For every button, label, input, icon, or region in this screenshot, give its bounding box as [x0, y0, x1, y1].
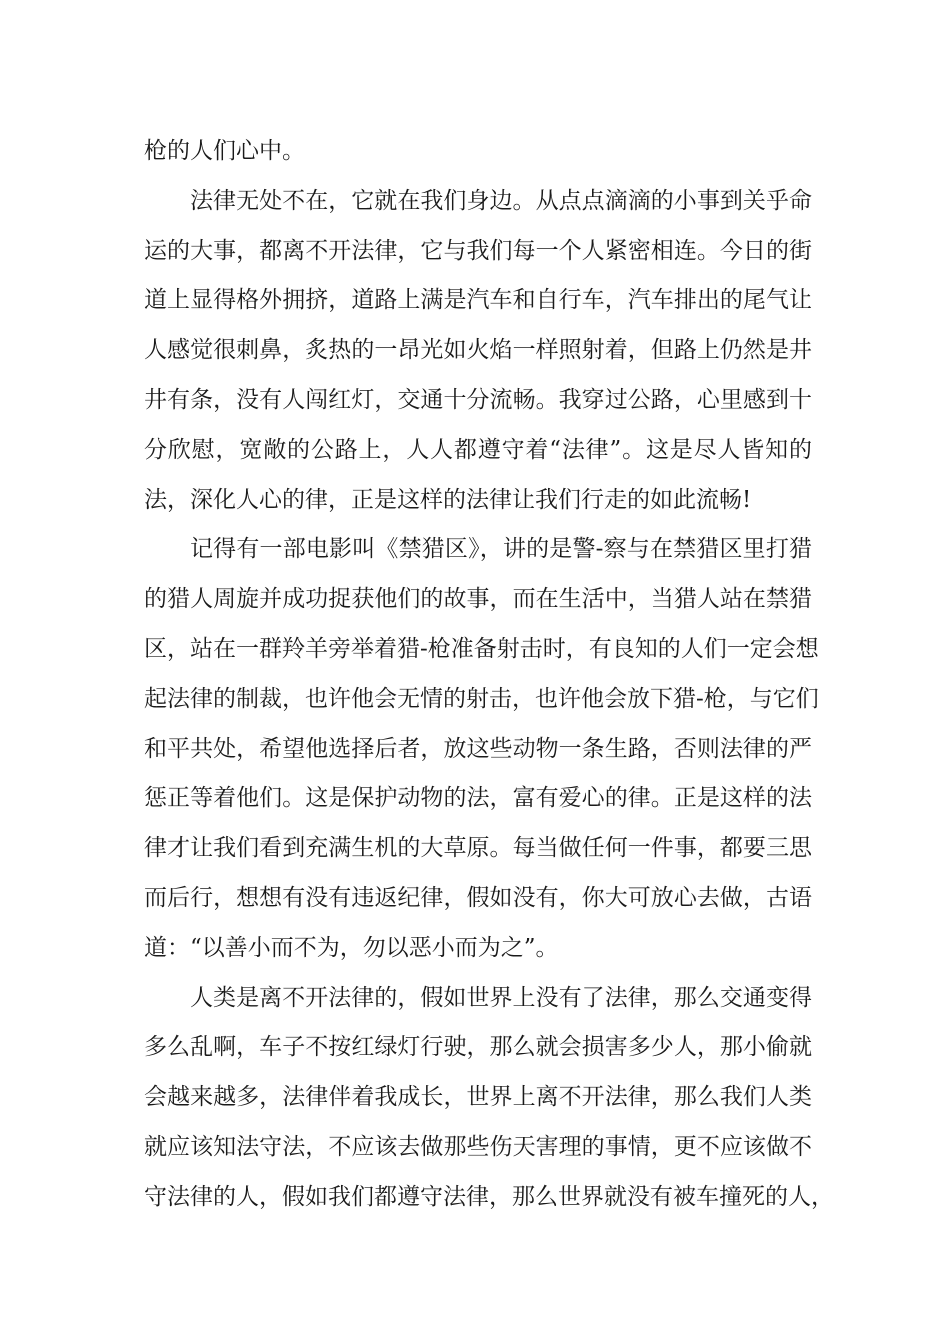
- text-line: 多么乱啊，车子不按红绿灯行驶，那么就会损害多少人，那小偷就: [144, 1034, 812, 1061]
- text-line: 记得有一部电影叫《禁猎区》，讲的是警-察与在禁猎区里打猎: [190, 536, 812, 563]
- text-line: 法，深化人心的律，正是这样的法律让我们行走的如此流畅!: [144, 486, 752, 513]
- text-line: 分欣慰，宽敞的公路上，人人都遵守着“法律”。这是尽人皆知的: [144, 436, 812, 463]
- text-line: 会越来越多，法律伴着我成长，世界上离不开法律，那么我们人类: [144, 1084, 812, 1111]
- text-line: 的猎人周旋并成功捉获他们的故事，而在生活中，当猎人站在禁猎: [144, 586, 812, 613]
- text-line: 区，站在一群羚羊旁举着猎-枪准备射击时，有良知的人们一定会想: [144, 635, 819, 662]
- text-line: 和平共处，希望他选择后者，放这些动物一条生路，否则法律的严: [144, 735, 812, 762]
- paragraph: [144, 177, 812, 526]
- text-line: 法律无处不在，它就在我们身边。从点点滴滴的小事到关乎命: [190, 187, 812, 214]
- text-line: 而后行，想想有没有违返纪律，假如没有，你大可放心去做，古语: [144, 884, 812, 911]
- text-line: 井有条，没有人闯红灯，交通十分流畅。我穿过公路，心里感到十: [144, 386, 812, 413]
- paragraph: [144, 974, 834, 1223]
- text-line: 运的大事，都离不开法律，它与我们每一个人紧密相连。今日的街: [144, 237, 812, 264]
- text-line: 道：“以善小而不为，勿以恶小而为之”。: [144, 934, 559, 961]
- body-text: [144, 127, 834, 1223]
- text-line: 起法律的制裁，也许他会无情的射击，也许他会放下猎-枪，与它们: [144, 685, 819, 712]
- text-line: 惩正等着他们。这是保护动物的法，富有爱心的律。正是这样的法: [144, 785, 812, 812]
- text-line: 人感觉很刺鼻，炙热的一昂光如火焰一样照射着，但路上仍然是井: [144, 337, 812, 364]
- text-line: 枪的人们心中。: [144, 138, 305, 164]
- text-line: 人类是离不开法律的，假如世界上没有了法律，那么交通变得: [190, 984, 812, 1011]
- text-line: 律才让我们看到充满生机的大草原。每当做任何一件事，都要三思: [144, 835, 812, 862]
- text-line: 守法律的人，假如我们都遵守法律，那么世界就没有被车撞死的人，: [144, 1183, 834, 1210]
- paragraph: [144, 127, 812, 177]
- text-line: 道上显得格外拥挤，道路上满是汽车和自行车，汽车排出的尾气让: [144, 287, 812, 314]
- paragraph: [144, 525, 819, 973]
- text-line: 就应该知法守法，不应该去做那些伤天害理的事情，更不应该做不: [144, 1133, 812, 1160]
